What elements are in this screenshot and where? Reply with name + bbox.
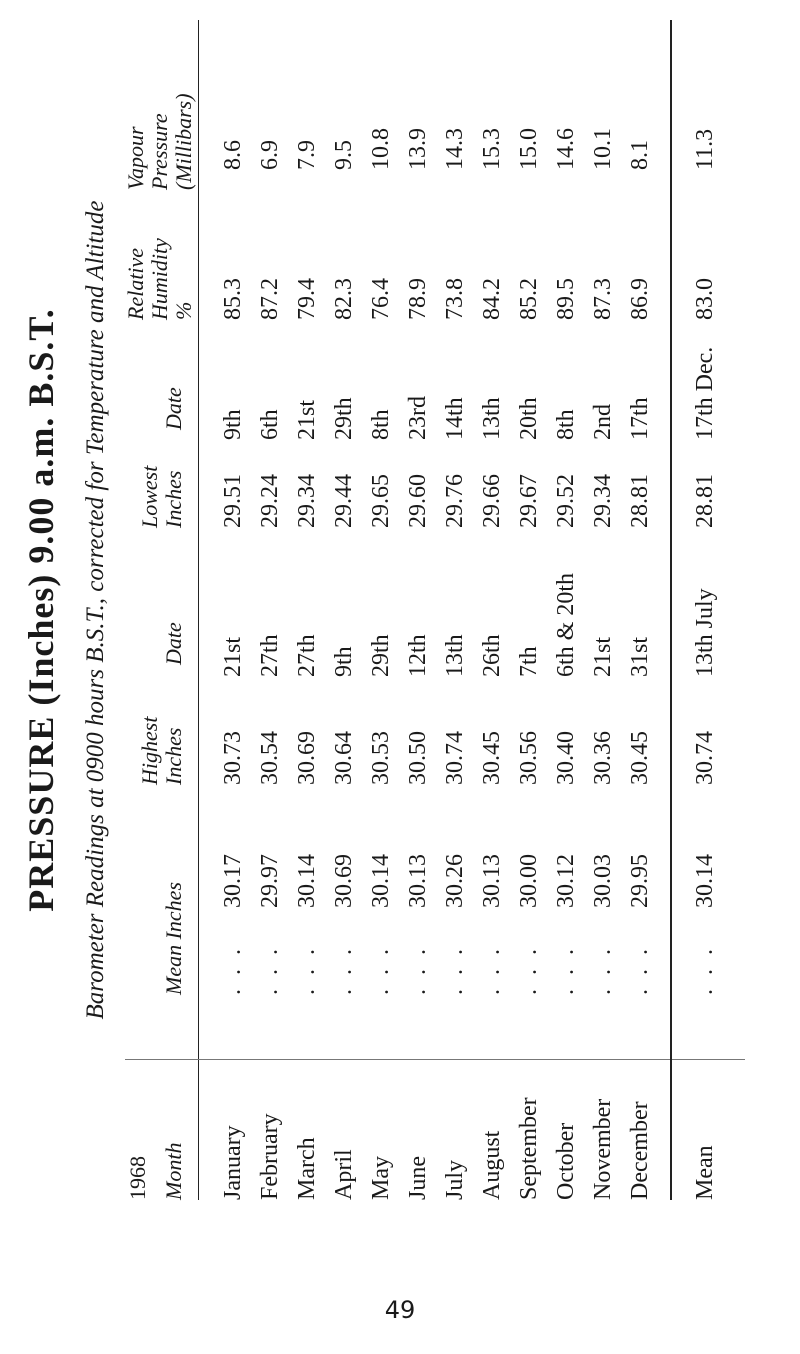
highest-date-cell: 21st — [590, 636, 616, 677]
lowest-cell: 29.51 — [220, 474, 246, 528]
lowest-date-cell: 13th — [479, 397, 505, 440]
relative-humidity-cell: 87.3 — [590, 278, 616, 320]
mean-row-relative-humidity: 83.0 — [692, 278, 718, 320]
table-row — [553, 20, 587, 1200]
mean-cell: 30.00 — [516, 854, 542, 908]
lowest-cell: 28.81 — [627, 474, 653, 528]
highest-date-cell: 12th — [405, 634, 431, 677]
relative-humidity-cell: 86.9 — [627, 278, 653, 320]
lowest-cell: 29.67 — [516, 474, 542, 528]
mean-row-mean: 30.14 — [692, 854, 718, 908]
vapour-pressure-cell: 15.0 — [516, 128, 542, 170]
vapour-pressure-cell: 8.6 — [220, 140, 246, 170]
lowest-date-cell: 6th — [257, 409, 283, 440]
leader-dots: . . . — [627, 945, 653, 995]
relative-humidity-cell: 82.3 — [331, 278, 357, 320]
header-date: Date — [161, 622, 186, 665]
month-cell: November — [590, 1098, 616, 1200]
leader-dots: . . . — [220, 945, 246, 995]
lowest-cell: 29.66 — [479, 474, 505, 528]
leader-dots: . . . — [405, 945, 431, 995]
highest-cell: 30.53 — [368, 731, 394, 785]
mean-cell: 30.13 — [479, 854, 505, 908]
lowest-date-cell: 8th — [553, 409, 579, 440]
rotated-table-page — [20, 20, 780, 1200]
lowest-cell: 29.65 — [368, 474, 394, 528]
table-row — [627, 20, 661, 1200]
relative-humidity-cell: 89.5 — [553, 278, 579, 320]
mean-row-label: Mean — [692, 1145, 718, 1200]
leader-dots: . . . — [294, 945, 320, 995]
month-cell: June — [405, 1156, 431, 1200]
header-highest-line2: Inches — [161, 727, 186, 785]
table-row — [331, 20, 365, 1200]
month-cell: April — [331, 1149, 357, 1200]
vapour-pressure-cell: 10.1 — [590, 128, 616, 170]
mean-row-highest-date: 13th July — [692, 588, 718, 677]
header-rh-line2: Humidity — [147, 238, 172, 320]
vapour-pressure-cell: 14.3 — [442, 128, 468, 170]
mean-cell: 30.14 — [294, 854, 320, 908]
mean-cell: 29.97 — [257, 854, 283, 908]
mean-cell: 30.12 — [553, 854, 579, 908]
header-year: 1968 — [125, 1156, 150, 1200]
lowest-cell: 29.60 — [405, 474, 431, 528]
table-row — [405, 20, 439, 1200]
highest-cell: 30.36 — [590, 731, 616, 785]
highest-cell: 30.69 — [294, 731, 320, 785]
relative-humidity-cell: 87.2 — [257, 278, 283, 320]
relative-humidity-cell: 76.4 — [368, 278, 394, 320]
vapour-pressure-cell: 13.9 — [405, 128, 431, 170]
lowest-cell: 29.34 — [294, 474, 320, 528]
vapour-pressure-cell: 6.9 — [257, 140, 283, 170]
leader-dots: . . . — [442, 945, 468, 995]
mean-row-highest: 30.74 — [692, 731, 718, 785]
highest-date-cell: 7th — [516, 646, 542, 677]
table-row — [368, 20, 402, 1200]
lowest-date-cell: 14th — [442, 397, 468, 440]
month-cell: May — [368, 1156, 394, 1200]
mean-row-lowest-date: 17th Dec. — [692, 346, 718, 440]
header-rh-line3: % — [171, 301, 196, 320]
header-date2: Date — [161, 387, 186, 430]
lowest-date-cell: 23rd — [405, 396, 431, 440]
mean-cell: 30.13 — [405, 854, 431, 908]
relative-humidity-cell: 84.2 — [479, 278, 505, 320]
lowest-date-cell: 20th — [516, 397, 542, 440]
header-mean: Mean Inches — [161, 881, 186, 995]
relative-humidity-cell: 85.2 — [516, 278, 542, 320]
mean-row — [692, 20, 726, 1200]
lowest-date-cell: 9th — [220, 409, 246, 440]
leader-dots: . . . — [368, 945, 394, 995]
header-vp-line1: Vapour — [123, 126, 148, 190]
highest-cell: 30.74 — [442, 731, 468, 785]
header-vp-line3: (Millibars) — [171, 93, 196, 190]
highest-cell: 30.64 — [331, 731, 357, 785]
mean-row-vapour-pressure: 11.3 — [692, 128, 718, 170]
table-row — [516, 20, 550, 1200]
lowest-date-cell: 2nd — [590, 404, 616, 440]
relative-humidity-cell: 73.8 — [442, 278, 468, 320]
highest-date-cell: 29th — [368, 634, 394, 677]
header-lowest — [138, 466, 186, 528]
lowest-cell: 29.52 — [553, 474, 579, 528]
header-vapour-pressure — [124, 93, 196, 190]
lowest-cell: 29.24 — [257, 474, 283, 528]
highest-date-cell: 21st — [220, 636, 246, 677]
mean-cell: 29.95 — [627, 854, 653, 908]
header-month: Month — [161, 1142, 186, 1200]
lowest-cell: 29.34 — [590, 474, 616, 528]
page-number: 49 — [384, 1296, 416, 1324]
mean-rule — [670, 20, 672, 1200]
month-cell: December — [627, 1101, 653, 1200]
highest-date-cell: 27th — [257, 634, 283, 677]
mean-row-lowest: 28.81 — [692, 474, 718, 528]
leader-dots: . . . — [553, 945, 579, 995]
vapour-pressure-cell: 7.9 — [294, 140, 320, 170]
month-cell: August — [479, 1130, 505, 1200]
header-rh-line1: Relative — [123, 247, 148, 320]
highest-date-cell: 13th — [442, 634, 468, 677]
table-row — [479, 20, 513, 1200]
lowest-cell: 29.44 — [331, 474, 357, 528]
lowest-date-cell: 21st — [294, 399, 320, 440]
table-row — [442, 20, 476, 1200]
highest-cell: 30.40 — [553, 731, 579, 785]
lowest-cell: 29.76 — [442, 474, 468, 528]
highest-cell: 30.54 — [257, 731, 283, 785]
highest-date-cell: 26th — [479, 634, 505, 677]
mean-cell: 30.17 — [220, 854, 246, 908]
highest-cell: 30.45 — [479, 731, 505, 785]
vapour-pressure-cell: 8.1 — [627, 140, 653, 170]
mean-row-dots: . . . — [692, 945, 718, 995]
page-subtitle: Barometer Readings at 0900 hours B.S.T., corrected for Temperature and Altitude — [82, 200, 109, 1020]
highest-cell: 30.73 — [220, 731, 246, 785]
vapour-pressure-cell: 9.5 — [331, 140, 357, 170]
header-rule — [198, 20, 199, 1200]
month-cell: January — [220, 1125, 246, 1200]
month-cell: March — [294, 1137, 320, 1200]
vapour-pressure-cell: 15.3 — [479, 128, 505, 170]
relative-humidity-cell: 78.9 — [405, 278, 431, 320]
mean-cell: 30.69 — [331, 854, 357, 908]
highest-cell: 30.45 — [627, 731, 653, 785]
lowest-date-cell: 29th — [331, 397, 357, 440]
leader-dots: . . . — [516, 945, 542, 995]
month-cell: September — [516, 1097, 542, 1200]
leader-dots: . . . — [331, 945, 357, 995]
header-lowest-line2: Inches — [161, 470, 186, 528]
month-cell: February — [257, 1113, 283, 1200]
header-relative-humidity — [124, 238, 196, 320]
mean-cell: 30.14 — [368, 854, 394, 908]
month-cell: July — [442, 1159, 468, 1200]
page-title: PRESSURE (Inches) 9.00 a.m. B.S.T. — [21, 308, 61, 912]
month-cell: October — [553, 1122, 579, 1200]
header-lowest-line1: Lowest — [137, 465, 162, 528]
table-row — [220, 20, 254, 1200]
lowest-date-cell: 17th — [627, 397, 653, 440]
highest-date-cell: 9th — [331, 646, 357, 677]
mean-cell: 30.03 — [590, 854, 616, 908]
highest-date-cell: 27th — [294, 634, 320, 677]
highest-date-cell: 6th & 20th — [553, 572, 579, 677]
vapour-pressure-cell: 10.8 — [368, 128, 394, 170]
leader-dots: . . . — [479, 945, 505, 995]
table-row — [590, 20, 624, 1200]
leader-dots: . . . — [590, 945, 616, 995]
vapour-pressure-cell: 14.6 — [553, 128, 579, 170]
header-highest-line1: Highest — [137, 716, 162, 785]
highest-cell: 30.50 — [405, 731, 431, 785]
header-highest — [138, 717, 186, 785]
lowest-date-cell: 8th — [368, 409, 394, 440]
leader-dots: . . . — [257, 945, 283, 995]
table-row — [294, 20, 328, 1200]
relative-humidity-cell: 85.3 — [220, 278, 246, 320]
highest-cell: 30.56 — [516, 731, 542, 785]
relative-humidity-cell: 79.4 — [294, 278, 320, 320]
highest-date-cell: 31st — [627, 636, 653, 677]
table-row — [257, 20, 291, 1200]
header-vp-line2: Pressure — [147, 113, 172, 190]
mean-cell: 30.26 — [442, 854, 468, 908]
